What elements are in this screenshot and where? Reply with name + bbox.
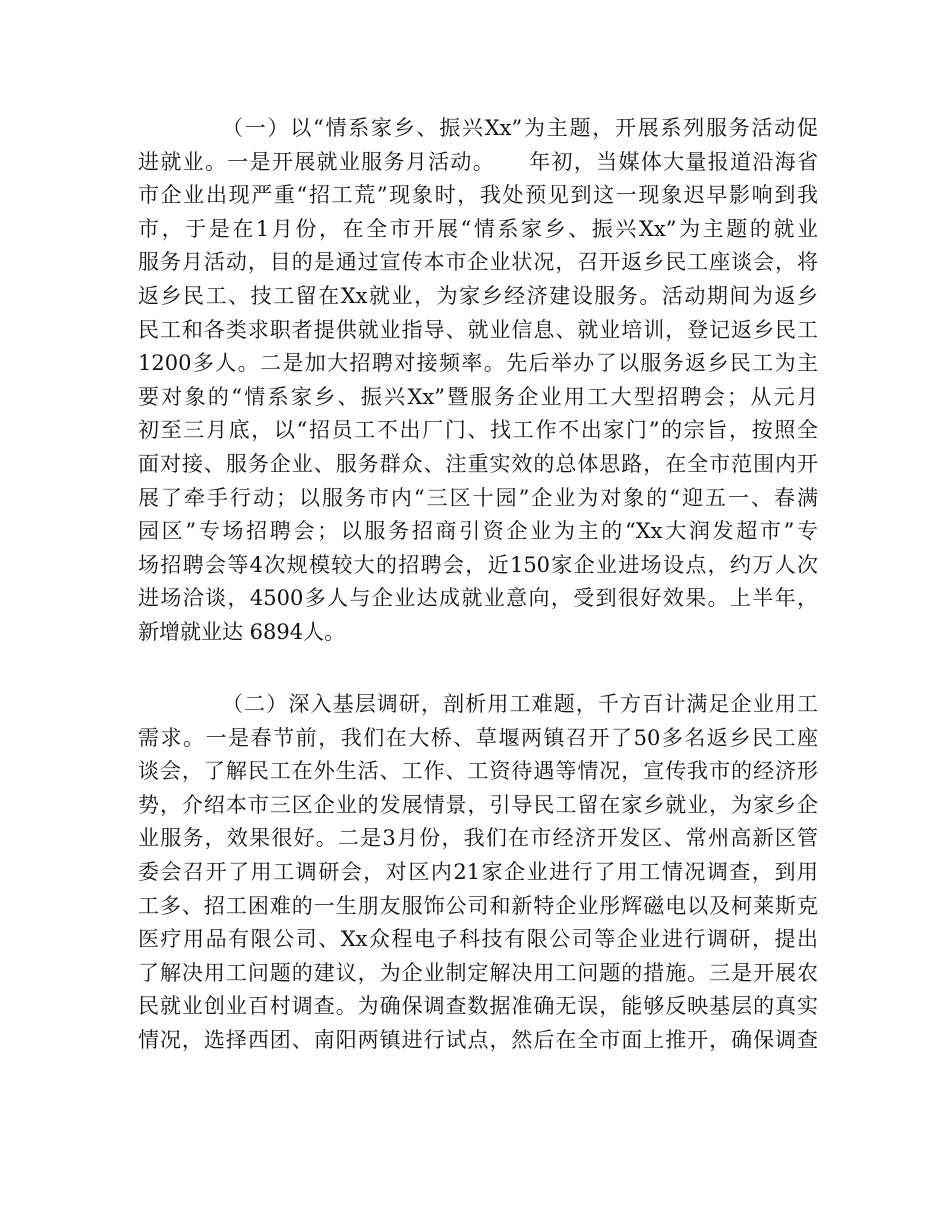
paragraph-1-line-5: 服务月活动，目的是通过宣传本市企业状况，召开返乡民工座谈会，将: [138, 250, 818, 275]
paragraph-2-line-8: 医疗用品有限公司、Xx众程电子科技有限公司等企业进行调研，提出: [138, 927, 818, 952]
paragraph-1-line-10: 初至三月底，以“招员工不出厂门、找工作不出家门”的宗旨，按照全: [138, 418, 818, 443]
paragraph-1: [138, 112, 818, 650]
paragraph-1-line-8: 1200多人。二是加大招聘对接频率。先后举办了以服务返乡民工为主: [138, 351, 818, 376]
paragraph-1-line-6: 返乡民工、技工留在Xx就业，为家乡经济建设服务。活动期间为返乡: [138, 283, 818, 308]
paragraph-2-line-6: 委会召开了用工调研会，对区内21家企业进行了用工情况调查，到用: [138, 859, 818, 884]
paragraph-1-line-1: （一）以“情系家乡、振兴Xx”为主题，开展系列服务活动促: [222, 116, 818, 140]
paragraph-1-line-16: 新增就业达 6894人。: [138, 619, 346, 644]
paragraph-1-line-7: 民工和各类求职者提供就业指导、就业信息、就业培训，登记返乡民工: [138, 317, 818, 342]
paragraph-2-line-1: （二）深入基层调研，剖析用工难题，千方百计满足企业用工: [222, 692, 818, 716]
paragraph-2-line-9: 了解决用工问题的建议，为企业制定解决用工问题的措施。三是开展农: [138, 960, 818, 985]
paragraph-2-line-5: 业服务，效果很好。二是3月份，我们在市经济开发区、常州高新区管: [138, 826, 818, 851]
paragraph-2-line-3: 谈会，了解民工在外生活、工作、工资待遇等情况，宣传我市的经济形: [138, 759, 818, 784]
paragraph-1-line-15: 进场洽谈，4500多人与企业达成就业意向，受到很好效果。上半年，: [138, 586, 818, 611]
paragraph-2-line-7: 工多、招工困难的一生朋友服饰公司和新特企业彤辉磁电以及柯莱斯克: [138, 893, 818, 918]
paragraph-1-line-2: 进就业。一是开展就业服务月活动。 年初，当媒体大量报道沿海省: [138, 149, 818, 174]
paragraph-1-line-11: 面对接、服务企业、服务群众、注重实效的总体思路，在全市范围内开: [138, 451, 818, 476]
paragraph-1-line-9: 要对象的“情系家乡、振兴Xx”暨服务企业用工大型招聘会；从元月: [138, 384, 818, 409]
paragraph-1-line-14: 场招聘会等4次规模较大的招聘会，近150家企业进场设点，约万人次: [138, 552, 818, 577]
paragraph-2-line-4: 势，介绍本市三区企业的发展情景，引导民工留在家乡就业，为家乡企: [138, 792, 818, 817]
paragraph-1-line-3: 市企业出现严重“招工荒”现象时，我处预见到这一现象迟早影响到我: [138, 183, 818, 208]
paragraph-1-line-4: 市，于是在1月份，在全市开展“情系家乡、振兴Xx”为主题的就业: [138, 216, 818, 241]
paragraph-1-line-12: 展了牵手行动；以服务市内“三区十园”企业为对象的“迎五一、春满: [138, 485, 818, 510]
paragraph-2-line-2: 需求。一是春节前，我们在大桥、草堰两镇召开了50多名返乡民工座: [138, 725, 818, 750]
paragraph-2-line-10: 民就业创业百村调查。为确保调查数据准确无误，能够反映基层的真实: [138, 994, 818, 1019]
paragraph-1-line-13: 园区”专场招聘会；以服务招商引资企业为主的“Xx大润发超市”专: [138, 519, 818, 544]
paragraph-2: [138, 688, 818, 1058]
paragraph-2-line-11: 情况，选择西团、南阳两镇进行试点，然后在全市面上推开，确保调查: [138, 1027, 818, 1052]
